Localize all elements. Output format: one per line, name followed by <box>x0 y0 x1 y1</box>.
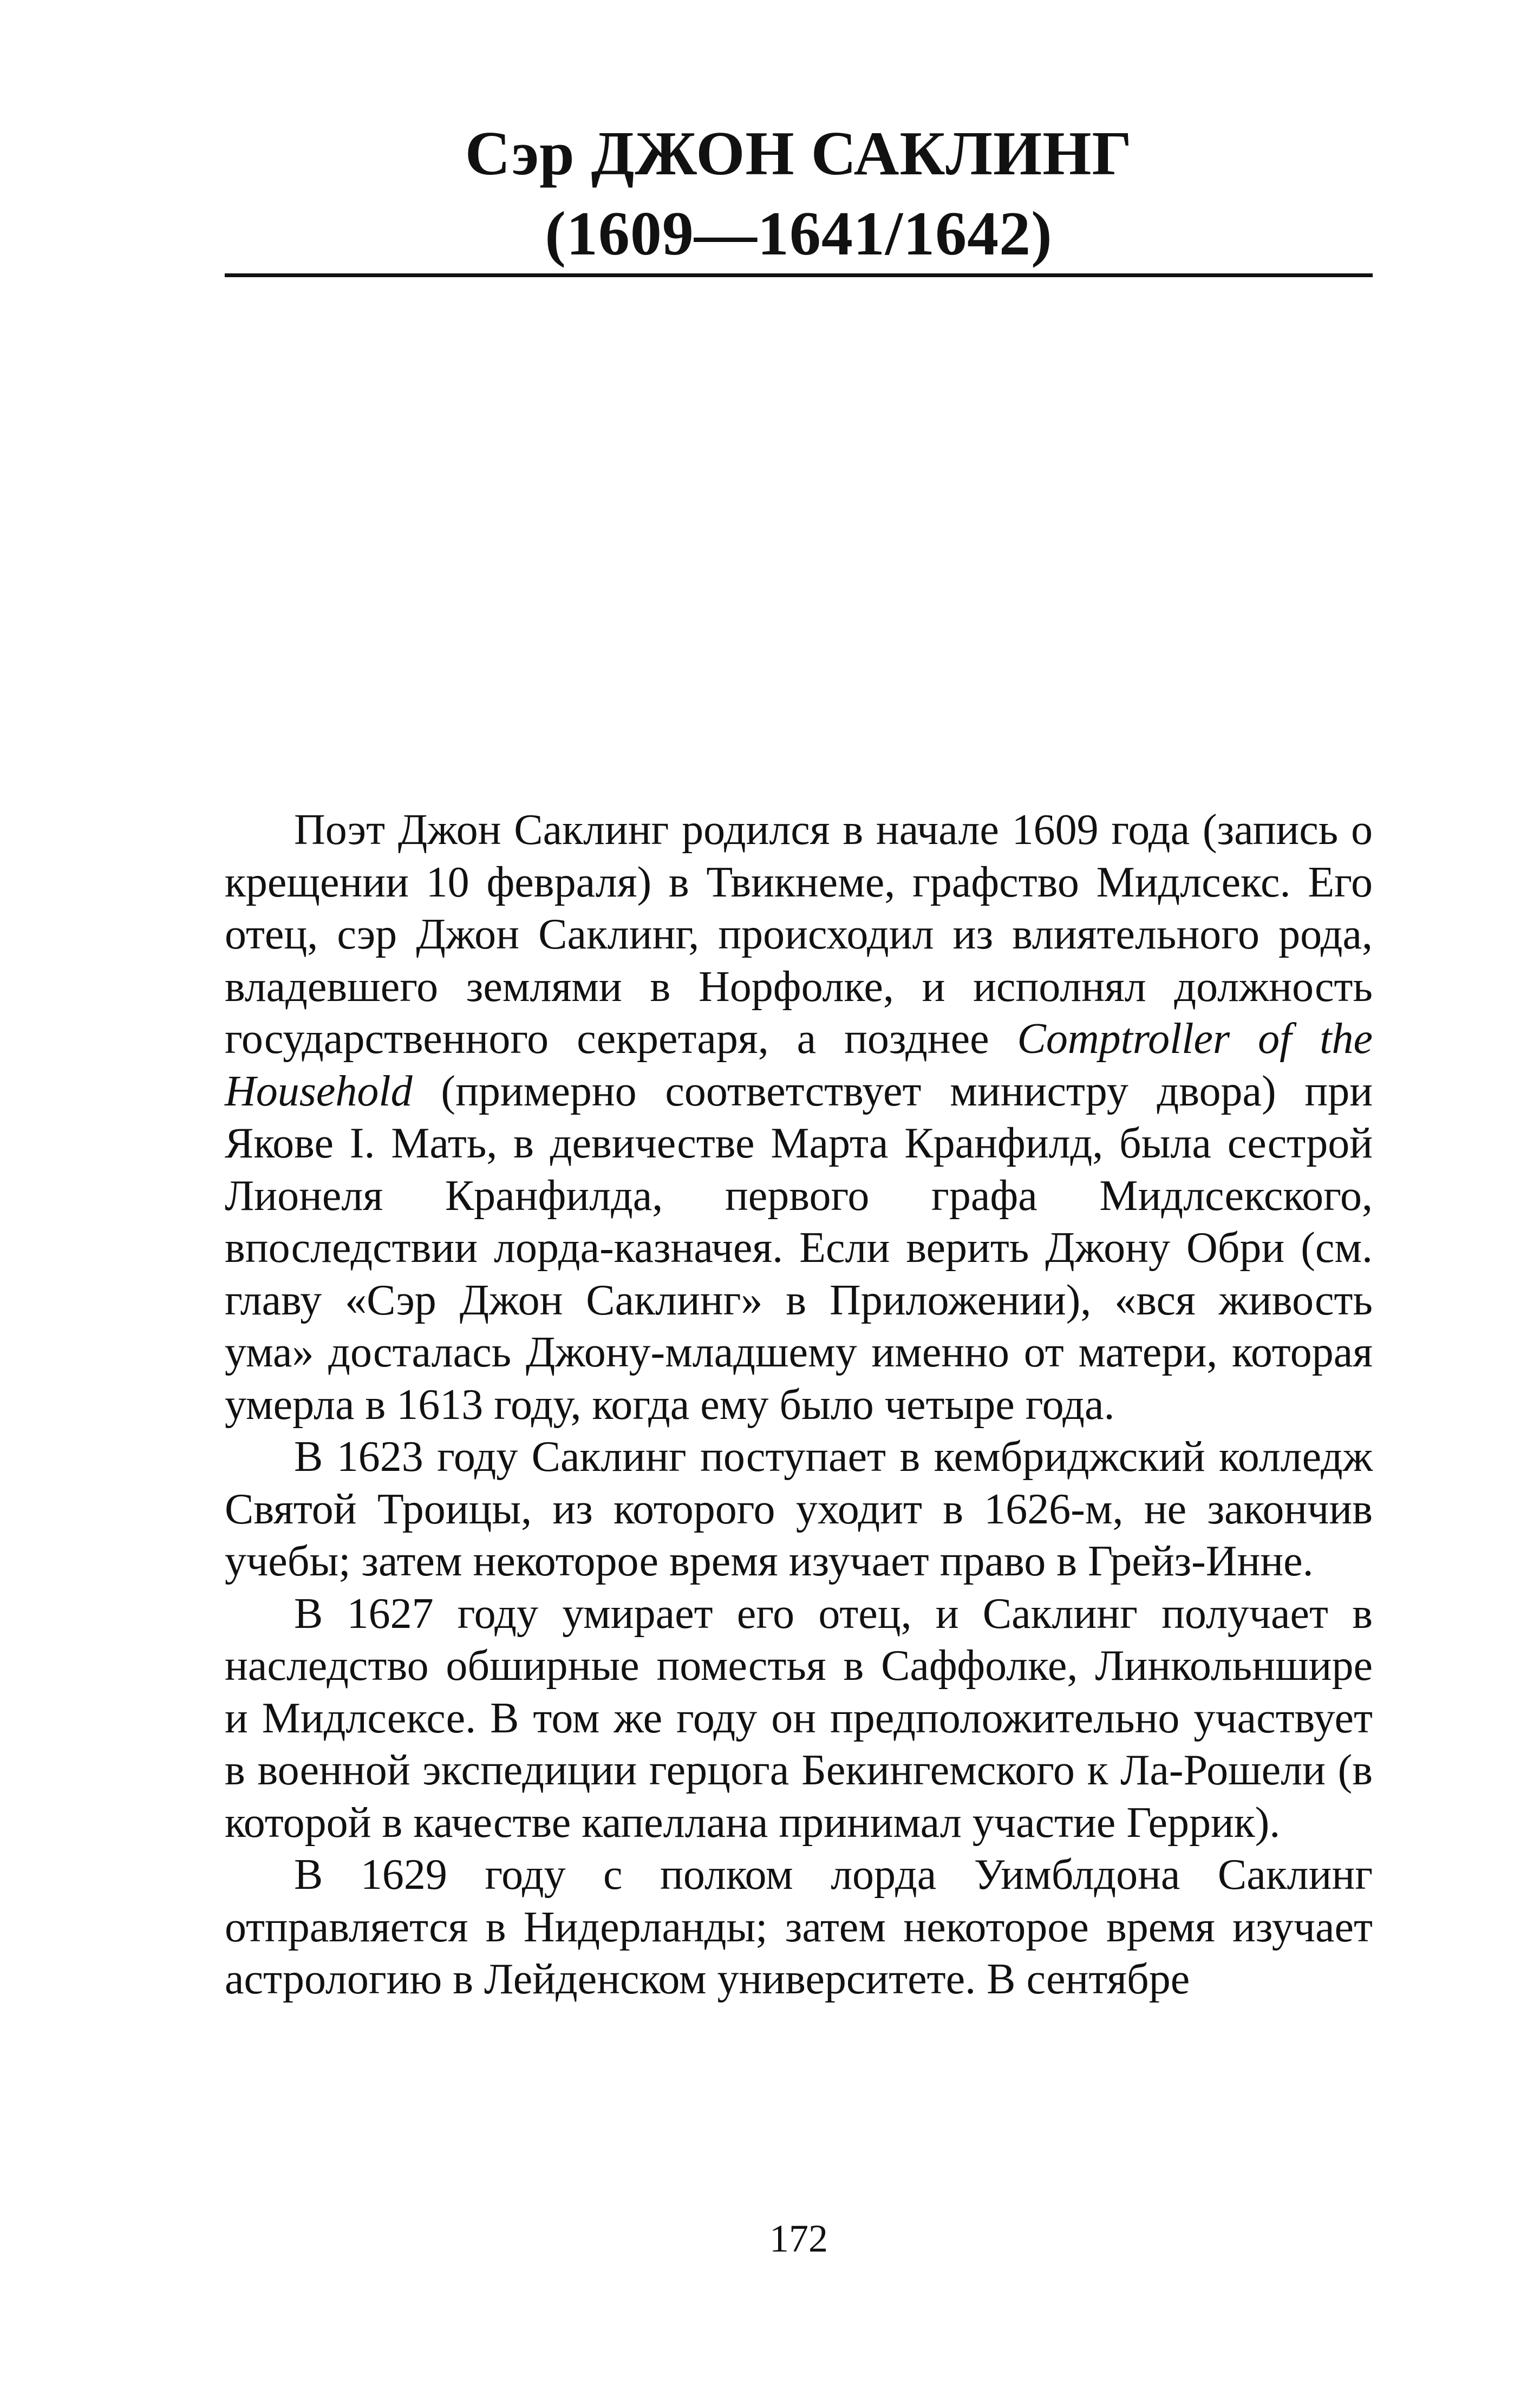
paragraph-1-italic-term: Comptroller of the Household <box>225 1015 1373 1115</box>
title-rule <box>225 273 1373 277</box>
paragraph-4: В 1629 году с полком лорда Уимблдона Саклинг отправляется в Нидерланды; затем некоторое время изучает астрологию в Лейденском университете. В сентябре <box>225 1851 1373 2003</box>
paragraph-1-text-b: (примерно соответствует министру двора) при Якове I. Мать, в девичестве Марта Кранфилд, была сестрой Лионеля Кранфилда, первого графа Мидлсекского, впоследствии лорда-казначея. Если верить Джону Обри (см. главу «Сэр Джон Саклинг» в Приложении), «вся живость ума» досталась Джону-младшему именно от матери, которая умерла в 1613 году, когда ему было четыре года. <box>225 1067 1373 1429</box>
paragraph-1-text-a: Поэт Джон Саклинг родился в начале 1609 года (запись о крещении 10 февраля) в Твикнеме, графство Мидлсекс. Его отец, сэр Джон Саклинг, происходил из влиятельного рода, владевшего землями в Норфолке, и исполнял должность государственного секретаря, а позднее <box>225 806 1373 1063</box>
chapter-title-dates: (1609—1641/1642) <box>545 199 1053 269</box>
page-number: 172 <box>769 2217 828 2260</box>
chapter-title-name: Сэр ДЖОН САКЛИНГ <box>465 119 1133 188</box>
paragraph-3: В 1627 году умирает его отец, и Саклинг получает в наследство обширные поместья в Саффолке, Линкольншире и Мидлсексе. В том же году он предположительно участвует в военной экспедиции герцога Бекингемского к Ла-Рошели (в которой в качестве капеллана принимал участие Геррик). <box>225 1589 1373 1847</box>
body-text <box>225 804 1373 2006</box>
chapter-title <box>225 114 1373 274</box>
paragraph-1 <box>225 804 1373 1431</box>
paragraph-2: В 1623 году Саклинг поступает в кембриджский колледж Святой Троицы, из которого уходит в 1626-м, не закончив учебы; затем некоторое время изучает право в Грейз-Инне. <box>225 1433 1373 1585</box>
